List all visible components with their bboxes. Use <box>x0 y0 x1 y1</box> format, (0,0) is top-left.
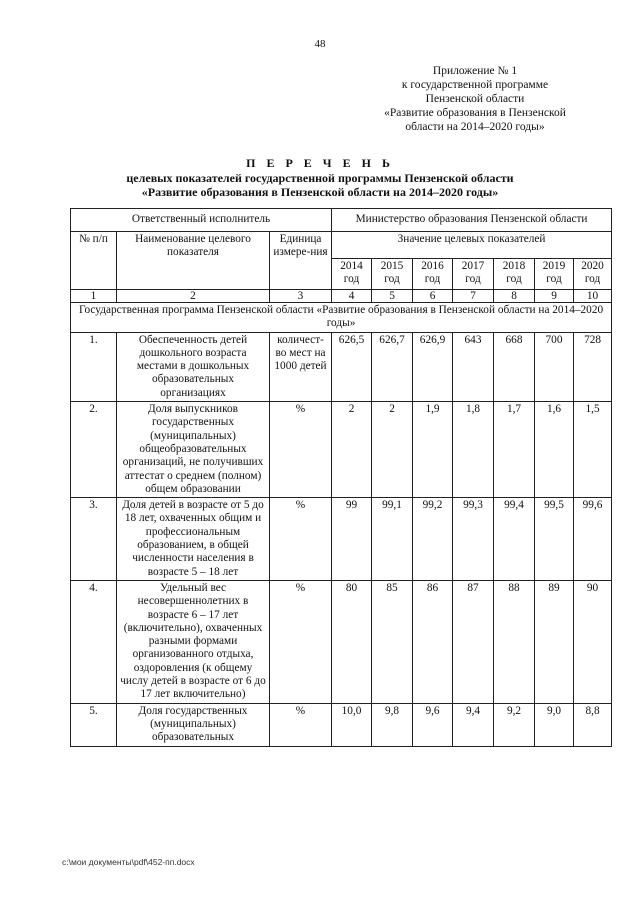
indicator-value: 99 <box>332 498 372 581</box>
indicator-value: 99,5 <box>535 498 574 581</box>
row-number: 2. <box>71 402 117 498</box>
column-number: 9 <box>535 290 574 303</box>
indicator-value: 1,5 <box>574 402 612 498</box>
indicator-value: 99,6 <box>574 498 612 581</box>
indicator-name: Доля государственных (муниципальных) образовательных <box>117 703 270 746</box>
row-number: 1. <box>71 332 117 401</box>
indicator-value: 1,6 <box>535 402 574 498</box>
indicator-value: 2 <box>332 402 372 498</box>
column-number: 4 <box>332 290 372 303</box>
indicator-unit: % <box>270 580 332 703</box>
indicator-name: Удельный вес несовершеннолетних в возрасте 6 – 17 лет (включительно), охваченных разными формами организованного отдыха, оздоровления (к общему числу детей в возрасте от 6 до 17 лет включительно) <box>117 580 270 703</box>
indicator-unit: % <box>270 498 332 581</box>
column-number: 3 <box>270 290 332 303</box>
indicator-value: 10,0 <box>332 703 372 746</box>
year-header: 2014 год <box>332 259 372 290</box>
indicator-value: 9,8 <box>372 703 413 746</box>
indicator-value: 99,4 <box>494 498 535 581</box>
indicator-unit: % <box>270 402 332 498</box>
indicator-value: 86 <box>413 580 453 703</box>
header-values: Значение целевых показателей <box>332 232 612 259</box>
indicator-name: Доля выпускников государственных (муниципальных) общеобразовательных организаций, не получивших аттестат о среднем (полном) общем образовании <box>117 402 270 498</box>
appendix-line: к государственной программе <box>401 79 549 91</box>
table-row <box>71 402 612 498</box>
column-number: 5 <box>372 290 413 303</box>
year-header: 2019 год <box>535 259 574 290</box>
column-number: 7 <box>453 290 494 303</box>
indicator-value: 89 <box>535 580 574 703</box>
title-heading: П Е Р Е Ч Е Н Ь <box>246 156 394 170</box>
table-row <box>71 580 612 703</box>
row-number: 5. <box>71 703 117 746</box>
indicator-value: 700 <box>535 332 574 401</box>
indicator-value: 9,6 <box>413 703 453 746</box>
indicator-unit: % <box>270 703 332 746</box>
indicator-value: 1,7 <box>494 402 535 498</box>
indicator-value: 626,7 <box>372 332 413 401</box>
indicator-value: 9,2 <box>494 703 535 746</box>
responsible-label: Ответственный исполнитель <box>71 209 332 232</box>
indicator-value: 9,4 <box>453 703 494 746</box>
row-number: 3. <box>71 498 117 581</box>
indicator-value: 668 <box>494 332 535 401</box>
row-number: 4. <box>71 580 117 703</box>
indicator-value: 1,9 <box>413 402 453 498</box>
year-header: 2017 год <box>453 259 494 290</box>
indicator-value: 99,1 <box>372 498 413 581</box>
indicator-value: 88 <box>494 580 535 703</box>
footer-file-path: c:\мои документы\pdf\452-пп.docx <box>62 857 195 867</box>
indicator-value: 1,8 <box>453 402 494 498</box>
indicator-value: 2 <box>372 402 413 498</box>
indicator-value: 626,5 <box>332 332 372 401</box>
indicator-value: 87 <box>453 580 494 703</box>
indicator-value: 643 <box>453 332 494 401</box>
header-name: Наименование целевого показателя <box>117 232 270 290</box>
column-number: 6 <box>413 290 453 303</box>
header-unit: Единица измере-ния <box>270 232 332 290</box>
column-number: 2 <box>117 290 270 303</box>
section-title: Государственная программа Пензенской области «Развитие образования в Пензенской области на 2014–2020 годы» <box>71 303 612 333</box>
appendix-line: области на 2014–2020 годы» <box>405 121 545 133</box>
indicator-value: 9,0 <box>535 703 574 746</box>
indicator-unit: количест-во мест на 1000 детей <box>270 332 332 401</box>
page-number: 48 <box>314 38 326 50</box>
column-number: 1 <box>71 290 117 303</box>
appendix-line: Приложение № 1 <box>432 65 518 77</box>
responsible-value: Министерство образования Пензенской области <box>332 209 612 232</box>
indicator-value: 99,3 <box>453 498 494 581</box>
indicator-name: Доля детей в возрасте от 5 до 18 лет, охваченных общим и профессиональным образованием, в общей численности населения в возрасте 5 – 18 лет <box>117 498 270 581</box>
header-num: № п/п <box>71 232 117 290</box>
title-subline: «Развитие образования в Пензенской области на 2014–2020 годы» <box>141 185 499 199</box>
indicator-value: 85 <box>372 580 413 703</box>
document-title <box>70 156 570 200</box>
year-header: 2016 год <box>413 259 453 290</box>
table-row <box>71 498 612 581</box>
year-header: 2020 год <box>574 259 612 290</box>
appendix-line: Пензенской области <box>425 93 525 105</box>
year-header: 2018 год <box>494 259 535 290</box>
indicator-value: 8,8 <box>574 703 612 746</box>
appendix-line: «Развитие образования в Пензенской <box>384 107 566 119</box>
column-number: 10 <box>574 290 612 303</box>
title-subline: целевых показателей государственной программы Пензенской области <box>126 170 514 185</box>
table-row <box>71 703 612 746</box>
indicator-value: 80 <box>332 580 372 703</box>
indicators-table <box>70 208 612 747</box>
column-number: 8 <box>494 290 535 303</box>
indicator-value: 99,2 <box>413 498 453 581</box>
year-header: 2015 год <box>372 259 413 290</box>
indicator-value: 626,9 <box>413 332 453 401</box>
indicator-value: 728 <box>574 332 612 401</box>
table-row <box>71 332 612 401</box>
appendix-block <box>350 64 600 134</box>
indicator-name: Обеспеченность детей дошкольного возраста местами в дошкольных образовательных организациях <box>117 332 270 401</box>
indicator-value: 90 <box>574 580 612 703</box>
